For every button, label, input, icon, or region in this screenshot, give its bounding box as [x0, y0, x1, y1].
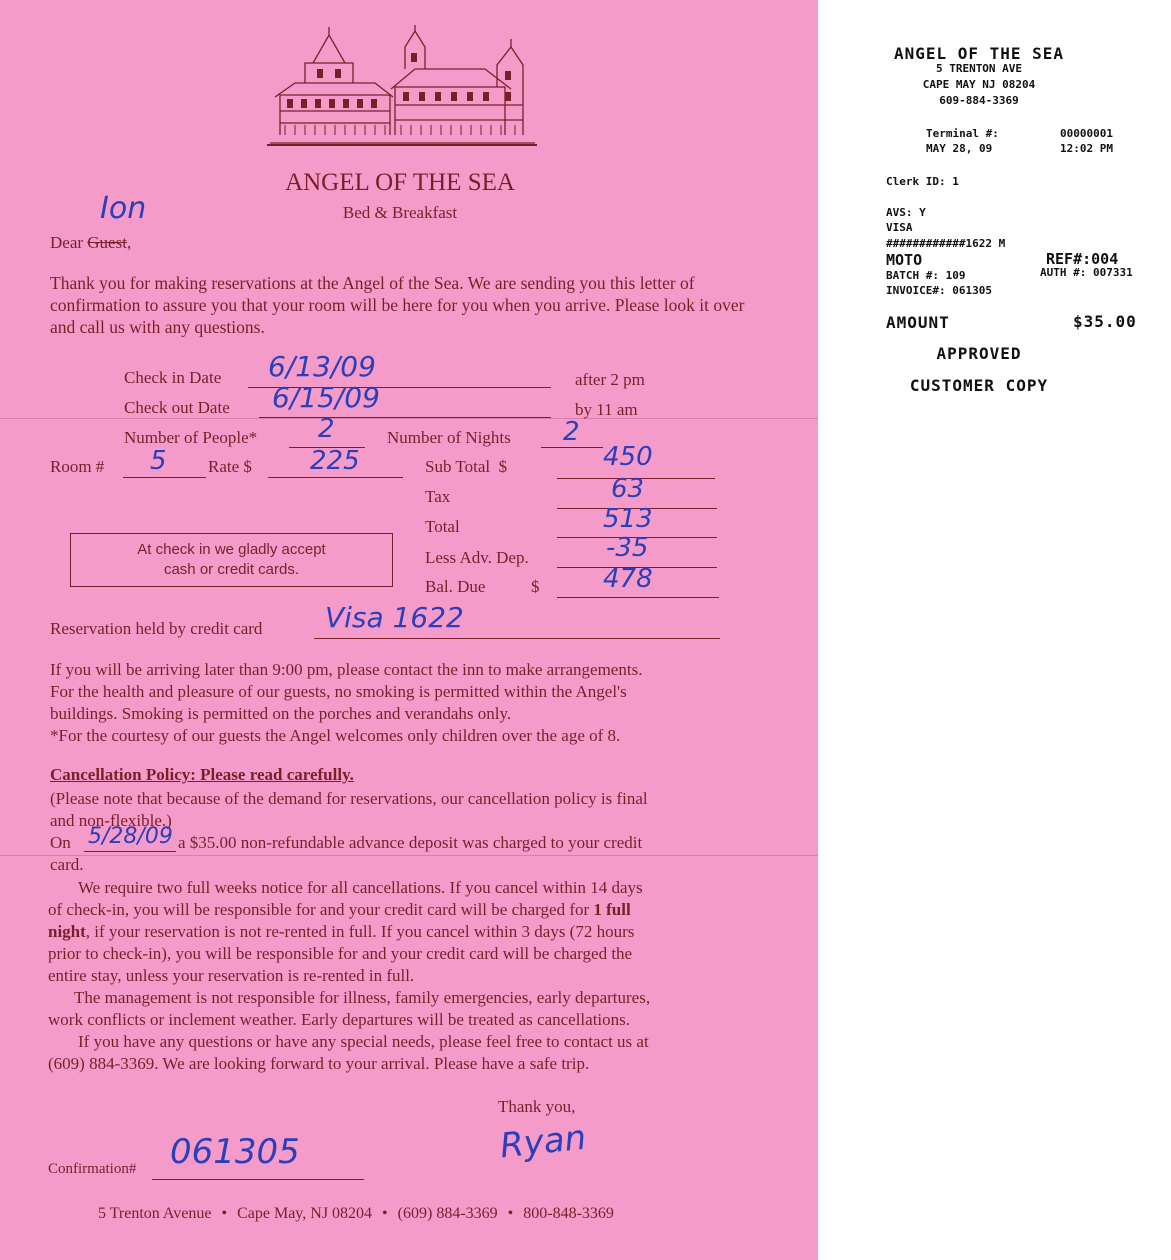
terms-line: The management is not responsible for illness, family emergencies, early departures,: [74, 988, 651, 1007]
deposit-value: -35: [606, 533, 649, 563]
salutation: [50, 232, 131, 254]
bullet-icon: •: [221, 1205, 228, 1222]
balance-currency: $: [531, 577, 540, 596]
house-policies: [50, 659, 790, 747]
nights-value: 2: [563, 417, 580, 447]
bullet-icon: •: [382, 1205, 388, 1222]
deposit-date-value: 5/28/09: [88, 824, 173, 849]
balance-label: Bal. Due: [425, 577, 486, 596]
terms-line: [48, 899, 808, 921]
subtotal-value: 450: [603, 442, 653, 472]
confirmation-line: [152, 1179, 364, 1180]
rate-label: Rate $: [208, 457, 252, 476]
receipt-clerk: Clerk ID: 1: [886, 175, 959, 188]
people-value: 2: [318, 414, 335, 444]
balance-value: 478: [603, 564, 653, 594]
policy-line: If you will be arriving later than 9:00 pm, please contact the inn to make arrangements.: [50, 660, 643, 679]
terms-text: , if your reservation is not re-rented in full. If you cancel within 3 days (72 hours: [85, 922, 635, 941]
guest-name-handwritten: Ion: [100, 191, 147, 226]
salutation-struck-word: Guest: [87, 233, 127, 252]
footer-phone: (609) 884-3369: [397, 1205, 498, 1222]
bullet-icon: •: [507, 1205, 514, 1222]
receipt-city: CAPE MAY NJ 08204: [922, 78, 1036, 91]
terms-line: work conflicts or inclement weather. Early departures will be treated as cancellations.: [48, 1010, 631, 1029]
nights-line: [541, 447, 603, 448]
deposit-on-label: On: [50, 833, 71, 852]
check-in-value: 6/13/09: [268, 350, 376, 383]
deposit-label: Less Adv. Dep.: [425, 548, 529, 567]
confirmation-value: 061305: [170, 1132, 300, 1172]
cancellation-heading: Cancellation Policy: Please read carefully.: [50, 765, 354, 784]
terms-emphasis: 1 full: [593, 900, 631, 919]
footer-tollfree: 800-848-3369: [523, 1205, 614, 1222]
terms-line: If you have any questions or have any special needs, please feel free to contact us at: [78, 1032, 649, 1051]
people-label: Number of People*: [124, 428, 258, 447]
subtotal-label: Sub Total $: [425, 457, 508, 476]
check-out-value: 6/15/09: [272, 381, 380, 414]
receipt-auth: AUTH #: 007331: [1040, 266, 1133, 279]
inn-subtitle: Bed & Breakfast: [342, 203, 458, 222]
fold-line: [0, 855, 818, 856]
terms-line: We require two full weeks notice for all cancellations. If you cancel within 14 days: [78, 878, 643, 897]
tax-label: Tax: [425, 487, 451, 506]
receipt-card-number: ############1622 M: [886, 237, 1006, 250]
footer: [98, 1203, 614, 1225]
deposit-text: a $35.00 non-refundable advance deposit was charged to your credit: [178, 833, 643, 852]
confirmation-label: Confirmation#: [48, 1161, 137, 1177]
receipt-merchant-name: ANGEL OF THE SEA: [893, 44, 1065, 63]
check-out-line: [259, 417, 551, 418]
deposit-date-line: [84, 851, 176, 852]
policy-line: For the health and pleasure of our guests, no smoking is permitted within the Angel's: [50, 682, 627, 701]
terms-line: (609) 884-3369. We are looking forward to your arrival. Please have a safe trip.: [48, 1054, 590, 1073]
footer-city: Cape May, NJ 08204: [237, 1205, 373, 1222]
rate-value: 225: [310, 446, 360, 476]
salutation-comma: ,: [126, 233, 132, 252]
policy-line: buildings. Smoking is permitted on the porches and verandahs only.: [50, 704, 512, 723]
deposit-text-cont: card.: [50, 855, 84, 874]
rate-line: [268, 477, 403, 478]
policy-line: *For the courtesy of our guests the Angel welcomes only children over the age of 8.: [50, 726, 621, 745]
receipt-reference: REF#:004: [1046, 250, 1119, 268]
held-by-card-line: [314, 638, 720, 639]
receipt-status: APPROVED: [936, 344, 1022, 363]
balance-line: [557, 597, 719, 598]
receipt-amount-label: AMOUNT: [886, 313, 950, 332]
total-value: 513: [603, 504, 653, 534]
cancellation-terms: [48, 877, 808, 1075]
inn-building-illustration: [265, 25, 540, 147]
receipt-address: 5 TRENTON AVE: [935, 62, 1023, 75]
terms-text: of check-in, you will be responsible for and your credit card will be charged for: [48, 900, 594, 919]
room-value: 5: [150, 446, 167, 476]
receipt-terminal-label: Terminal #:: [926, 127, 999, 140]
receipt-date: MAY 28, 09: [926, 142, 993, 155]
held-by-card-value: Visa 1622: [325, 601, 464, 634]
fold-line: [0, 418, 818, 419]
receipt-avs: AVS: Y: [886, 206, 926, 219]
signature: Ryan: [498, 1117, 588, 1167]
check-out-note: by 11 am: [575, 400, 638, 419]
terms-line: entire stay, unless your reservation is re-rented in full.: [48, 966, 415, 985]
closing: Thank you,: [498, 1097, 576, 1116]
footer-address: 5 Trenton Avenue: [98, 1205, 212, 1222]
receipt-time: 12:02 PM: [1060, 142, 1113, 155]
nights-label: Number of Nights: [387, 428, 511, 447]
cancellation-note-line: (Please note that because of the demand for reservations, our cancellation policy is final: [50, 789, 648, 808]
salutation-prefix: Dear: [50, 233, 84, 252]
credit-card-receipt: [818, 0, 1171, 1260]
inn-name: ANGEL OF THE SEA: [285, 169, 515, 196]
receipt-amount-value: $35.00: [1073, 312, 1137, 331]
payment-box-line1: At check in we gladly accept: [137, 541, 326, 558]
total-label: Total: [425, 517, 460, 536]
tax-value: 63: [611, 474, 645, 504]
terms-line: prior to check-in), you will be responsible for and your credit card will be charged the: [48, 944, 633, 963]
payment-box-line2: cash or credit cards.: [163, 561, 300, 578]
receipt-card-type: VISA: [886, 221, 913, 234]
receipt-copy-label: CUSTOMER COPY: [909, 376, 1049, 395]
intro-paragraph: Thank you for making reservations at the Angel of the Sea. We are sending you this letter of confirmation to assure you that your room will be here for you when you arrive. Please look it over and call us with any questions.: [50, 273, 745, 337]
receipt-phone: 609-884-3369: [939, 94, 1019, 107]
check-out-label: Check out Date: [124, 398, 230, 417]
cancellation-note-line: and non-flexible.): [50, 811, 172, 830]
terms-emphasis: night: [48, 922, 86, 941]
check-in-label: Check in Date: [124, 368, 222, 387]
terms-line: [48, 921, 808, 943]
room-line: [123, 477, 206, 478]
held-by-card-label: Reservation held by credit card: [50, 619, 263, 638]
room-label: Room #: [50, 457, 105, 476]
receipt-invoice: INVOICE#: 061305: [886, 284, 992, 297]
receipt-terminal-value: 00000001: [1060, 127, 1113, 140]
receipt-batch: BATCH #: 109: [886, 269, 966, 282]
receipt-entry-mode: MOTO: [886, 251, 923, 269]
check-in-note: after 2 pm: [575, 370, 645, 389]
payment-methods-box: [70, 533, 393, 587]
